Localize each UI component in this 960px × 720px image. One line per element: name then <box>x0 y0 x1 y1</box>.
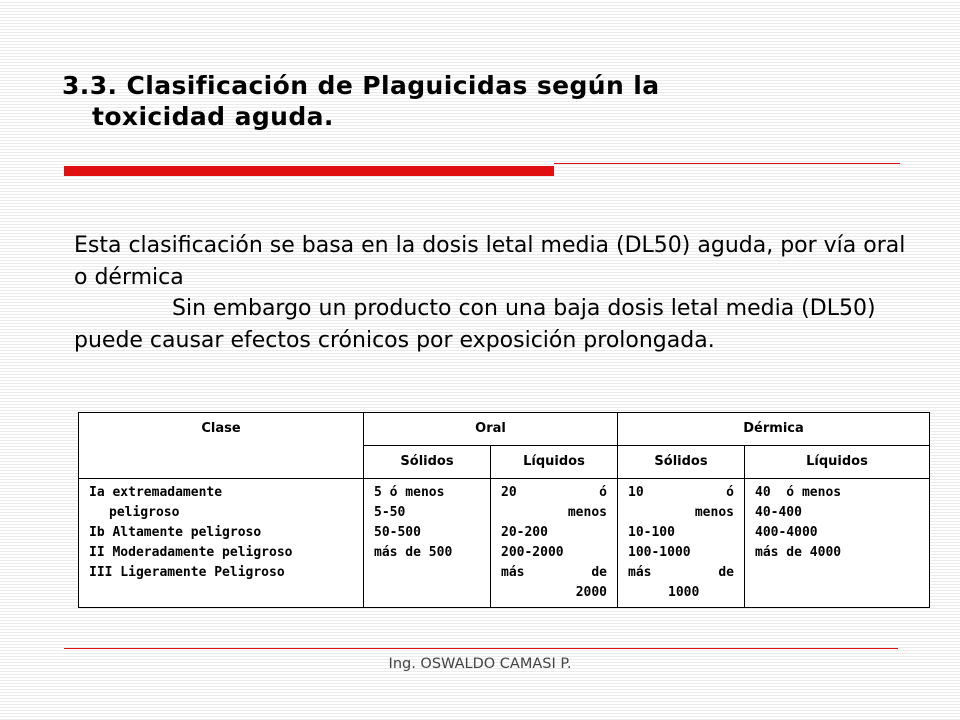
table-header-row <box>79 413 930 446</box>
clase-line: II Moderadamente peligroso <box>89 545 293 560</box>
table-row <box>79 479 930 608</box>
value-line: 20-200 <box>501 525 548 540</box>
cell-dermica-solidos <box>618 479 745 608</box>
header-dermica-liquidos: Líquidos <box>745 446 930 479</box>
slide-title <box>62 70 862 132</box>
value-line: 2000 <box>575 585 607 600</box>
header-oral-solidos: Sólidos <box>364 446 491 479</box>
body-paragraph-2: Sin embargo un producto con una baja dosis letal media (DL50) puede causar efectos crónicos por exposición prolongada. <box>74 296 876 353</box>
header-oral: Oral <box>364 413 618 446</box>
value-line: 100-1000 <box>628 545 691 560</box>
value-line: menos <box>694 505 734 520</box>
clase-line: III Ligeramente Peligroso <box>89 565 285 580</box>
value-line: 20 ó <box>501 485 607 500</box>
value-line: 50-500 <box>374 525 421 540</box>
value-line: más de <box>501 565 607 580</box>
body-text <box>74 230 914 356</box>
value-line: más de <box>628 565 734 580</box>
footer-divider <box>64 648 898 649</box>
value-line: 5 ó menos <box>374 485 445 500</box>
cell-clase <box>79 479 364 608</box>
title-line-1: 3.3. Clasificación de Plaguicidas según la <box>62 71 660 100</box>
title-underline-thin <box>554 163 900 164</box>
value-line: 10 ó <box>628 485 734 500</box>
clase-line: Ib Altamente peligroso <box>89 525 262 540</box>
value-line: menos <box>567 505 607 520</box>
body-paragraph-1: Esta clasificación se basa en la dosis letal media (DL50) aguda, por vía oral o dérmica <box>74 233 906 290</box>
header-oral-liquidos: Líquidos <box>491 446 618 479</box>
title-underline-thick <box>64 166 554 176</box>
header-dermica: Dérmica <box>618 413 930 446</box>
footer-author: Ing. OSWALDO CAMASI P. <box>388 656 572 672</box>
cell-dermica-liquidos <box>745 479 930 608</box>
value-line: 40 ó menos <box>755 485 842 500</box>
toxicity-table <box>78 412 930 608</box>
value-line: 400-4000 <box>755 525 818 540</box>
value-line: más de 4000 <box>755 545 842 560</box>
clase-line: Ia extremadamente <box>89 485 223 500</box>
cell-oral-liquidos <box>491 479 618 608</box>
header-clase: Clase <box>79 413 364 479</box>
value-line: 5-50 <box>374 505 406 520</box>
value-line: más de 500 <box>374 545 453 560</box>
value-line: 10-100 <box>628 525 675 540</box>
value-line: 1000 <box>668 585 700 600</box>
value-line: 200-2000 <box>501 545 564 560</box>
header-dermica-solidos: Sólidos <box>618 446 745 479</box>
cell-oral-solidos <box>364 479 491 608</box>
title-line-2: toxicidad aguda. <box>92 102 334 131</box>
value-line: 40-400 <box>755 505 802 520</box>
clase-line: peligroso <box>109 505 180 520</box>
